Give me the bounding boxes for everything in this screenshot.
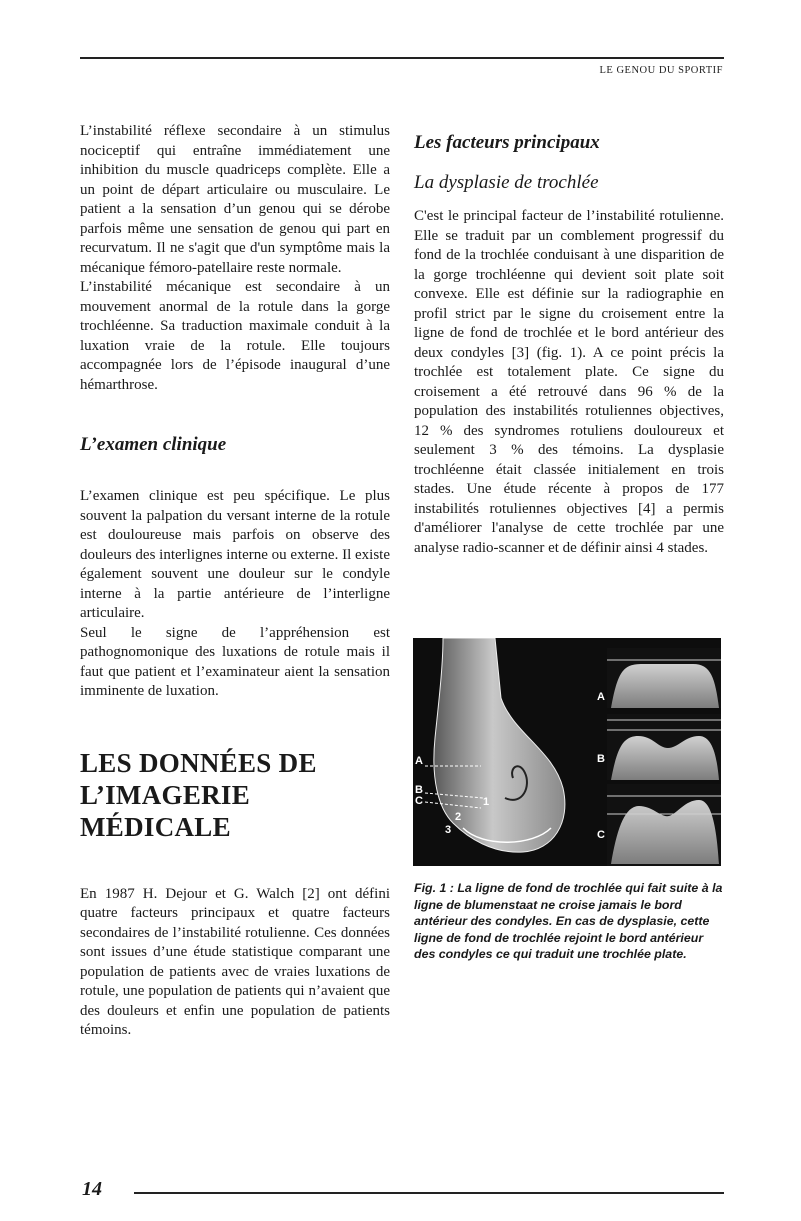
running-header: LE GENOU DU SPORTIF [599,65,723,76]
paragraph-examen: L’examen clinique est peu spécifique. Le plus souvent la palpation du versant interne de la rotule est douloureuse mais parfois on observe des douleurs des interlignes interne ou externe. Il existe également souvent une douleur sur le condyle interne à la partie antérieure de l’interligne articulaire. [80,488,390,621]
header-rule [80,57,724,59]
label-c-right: C [597,829,605,841]
footer-rule [134,1192,724,1194]
left-column [80,122,390,1041]
heading-imagerie-line2: L’IMAGERIE MÉDICALE [80,779,251,842]
label-b-left: B [415,784,423,796]
label-a-left: A [415,755,423,767]
radiograph-image [413,638,721,866]
paragraph-apprehension: Seul le signe de l’appréhension est pathognomonique des luxations de rotule mais il faut que patient et l’examinateur aient la sensation imminente de luxation. [80,624,390,699]
paragraph-dysplasie: C'est le principal facteur de l’instabilité rotulienne. Elle se traduit par un comblement progressif du fond de la trochlée conduisant à une disparition de la gorge trochléenne qui devient soit plate soit convexe. Elle est définie sur la radiographie en profil strict par le signe du croisement entre la ligne de fond de trochlée et le bord antérieur des deux condyles [3] (fig. 1). A ce point précis la trochlée est totalement plate. Ce signe du croisement a été retrouvé dans 96 % de la population des instabilités rotuliennes objectives, 12 % des syndromes rotuliens douloureux et seulement 3 % des témoins. La dysplasie trochléenne était classée initialement en trois stades. Une étude récente à propos de 177 instabilités rotuliennes objectives [4] a permis d'améliorer l'analyse de cette trochlée par une analyse radio-scanner et de définir ainsi 4 stades. [414,208,724,556]
label-num-1: 1 [483,796,490,808]
label-b-right: B [597,753,605,765]
heading-imagerie [80,747,390,843]
heading-imagerie-line1: LES DONNÉES DE [80,747,317,778]
paragraph-instabilite-mecanique: L’instabilité mécanique est secondaire à un mouvement anormal de la rotule dans la gorge trochléenne. Sa traduction maximale conduit à la luxation vraie de la rotule. Elle toujours accompagnée lors de l’épisode inaugural d’une hémarthrose. [80,279,390,393]
figure-caption: Fig. 1 : La ligne de fond de trochlée qui fait suite à la ligne de blumenstaat ne croise jamais le bord antérieur des condyles. En cas de dysplasie, cette ligne de fond de trochlée rejoint le bord antérieur des condyles ce qui traduit une trochlée plate. [414,881,723,961]
femur-shape [434,638,565,852]
label-c-left: C [415,795,423,807]
paragraph-instabilite-reflexe: L’instabilité réflexe secondaire à un stimulus nociceptif qui entraîne immédiatement une inhibition du muscle quadriceps complète. Elle a un point de départ articulaire ou musculaire. Le patient a la sensation d’un genou qui se dérobe parfois même une sensation de genou qui part en recurvatum. Il ne s'agit que d'un symptôme mais la mécanique fémoro-patellaire reste normale. [80,123,390,276]
label-num-2: 2 [455,811,462,823]
heading-dysplasie-trochlee: La dysplasie de trochlée [414,172,599,193]
paragraph-dejour-walch: En 1987 H. Dejour et G. Walch [2] ont défini quatre facteurs principaux et quatre facteurs secondaires de l’instabilité rotulienne. Ces données sont issues d’une étude statistique comparant une population de patients avec de vraies luxations de rotule, une population de patients qui n’avaient que des douleurs et enfin une population de patients témoins. [80,885,390,1038]
right-column [414,122,724,558]
heading-facteurs-principaux: Les facteurs principaux [414,132,600,153]
label-a-right: A [597,691,605,703]
figure-radiograph [413,638,721,866]
page-number: 14 [82,1178,102,1200]
heading-examen-clinique: L’examen clinique [80,434,227,455]
label-num-3: 3 [445,824,452,836]
profile-a [611,664,719,708]
